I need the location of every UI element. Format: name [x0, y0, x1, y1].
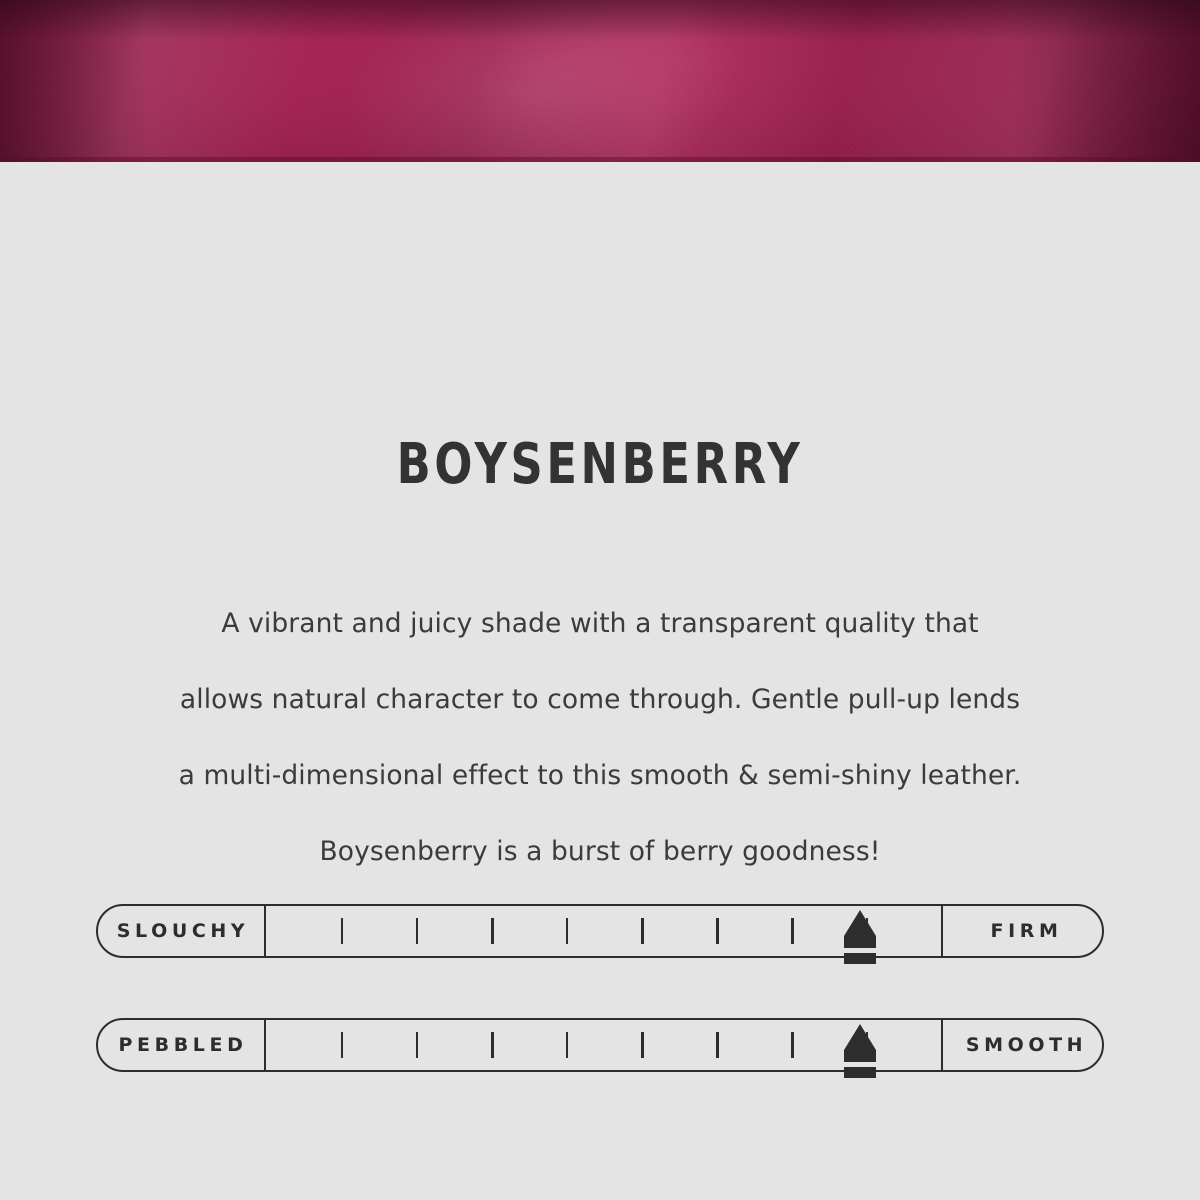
texture-scale-left-label: PEBBLED: [96, 1018, 266, 1072]
card-content: [0, 162, 1200, 1200]
firmness-scale-left-label: SLOUCHY: [96, 904, 266, 958]
page-title: BOYSENBERRY: [396, 432, 804, 497]
marker-bar-lower: [844, 953, 876, 964]
texture-scale-marker: [839, 1024, 881, 1086]
firmness-scale: [96, 904, 1104, 958]
swatch-right-shadow: [1010, 0, 1200, 162]
firmness-scale-marker: [839, 910, 881, 972]
scale-tick: [716, 1032, 719, 1058]
scale-tick: [416, 918, 419, 944]
scale-tick: [341, 918, 344, 944]
description-line: A vibrant and juicy shade with a transparent quality that: [221, 608, 979, 639]
texture-scale: [96, 1018, 1104, 1072]
marker-bar-lower: [844, 1067, 876, 1078]
scale-tick: [491, 1032, 494, 1058]
description-line: allows natural character to come through. Gentle pull-up lends: [179, 684, 1021, 715]
color-description: [120, 586, 1080, 890]
texture-scale-right-label: SMOOTH: [941, 1018, 1104, 1072]
scale-tick: [716, 918, 719, 944]
scale-tick: [416, 1032, 419, 1058]
boysenberry-leather-swatch: [0, 0, 1200, 162]
firmness-scale-right-label: FIRM: [941, 904, 1104, 958]
scale-tick: [566, 1032, 569, 1058]
scale-tick: [791, 1032, 794, 1058]
description-line: a multi-dimensional effect to this smooth & semi-shiny leather.: [178, 760, 1022, 791]
scale-tick: [491, 918, 494, 944]
description-line: Boysenberry is a burst of berry goodness!: [319, 836, 881, 867]
marker-pin-icon: [844, 1024, 876, 1050]
scale-tick: [791, 918, 794, 944]
scale-tick: [641, 1032, 644, 1058]
swatch-left-shadow: [0, 0, 150, 162]
scale-tick: [641, 918, 644, 944]
marker-pin-icon: [844, 910, 876, 936]
scale-tick: [341, 1032, 344, 1058]
marker-bar-upper: [844, 1050, 876, 1062]
scale-tick: [566, 918, 569, 944]
marker-bar-upper: [844, 936, 876, 948]
